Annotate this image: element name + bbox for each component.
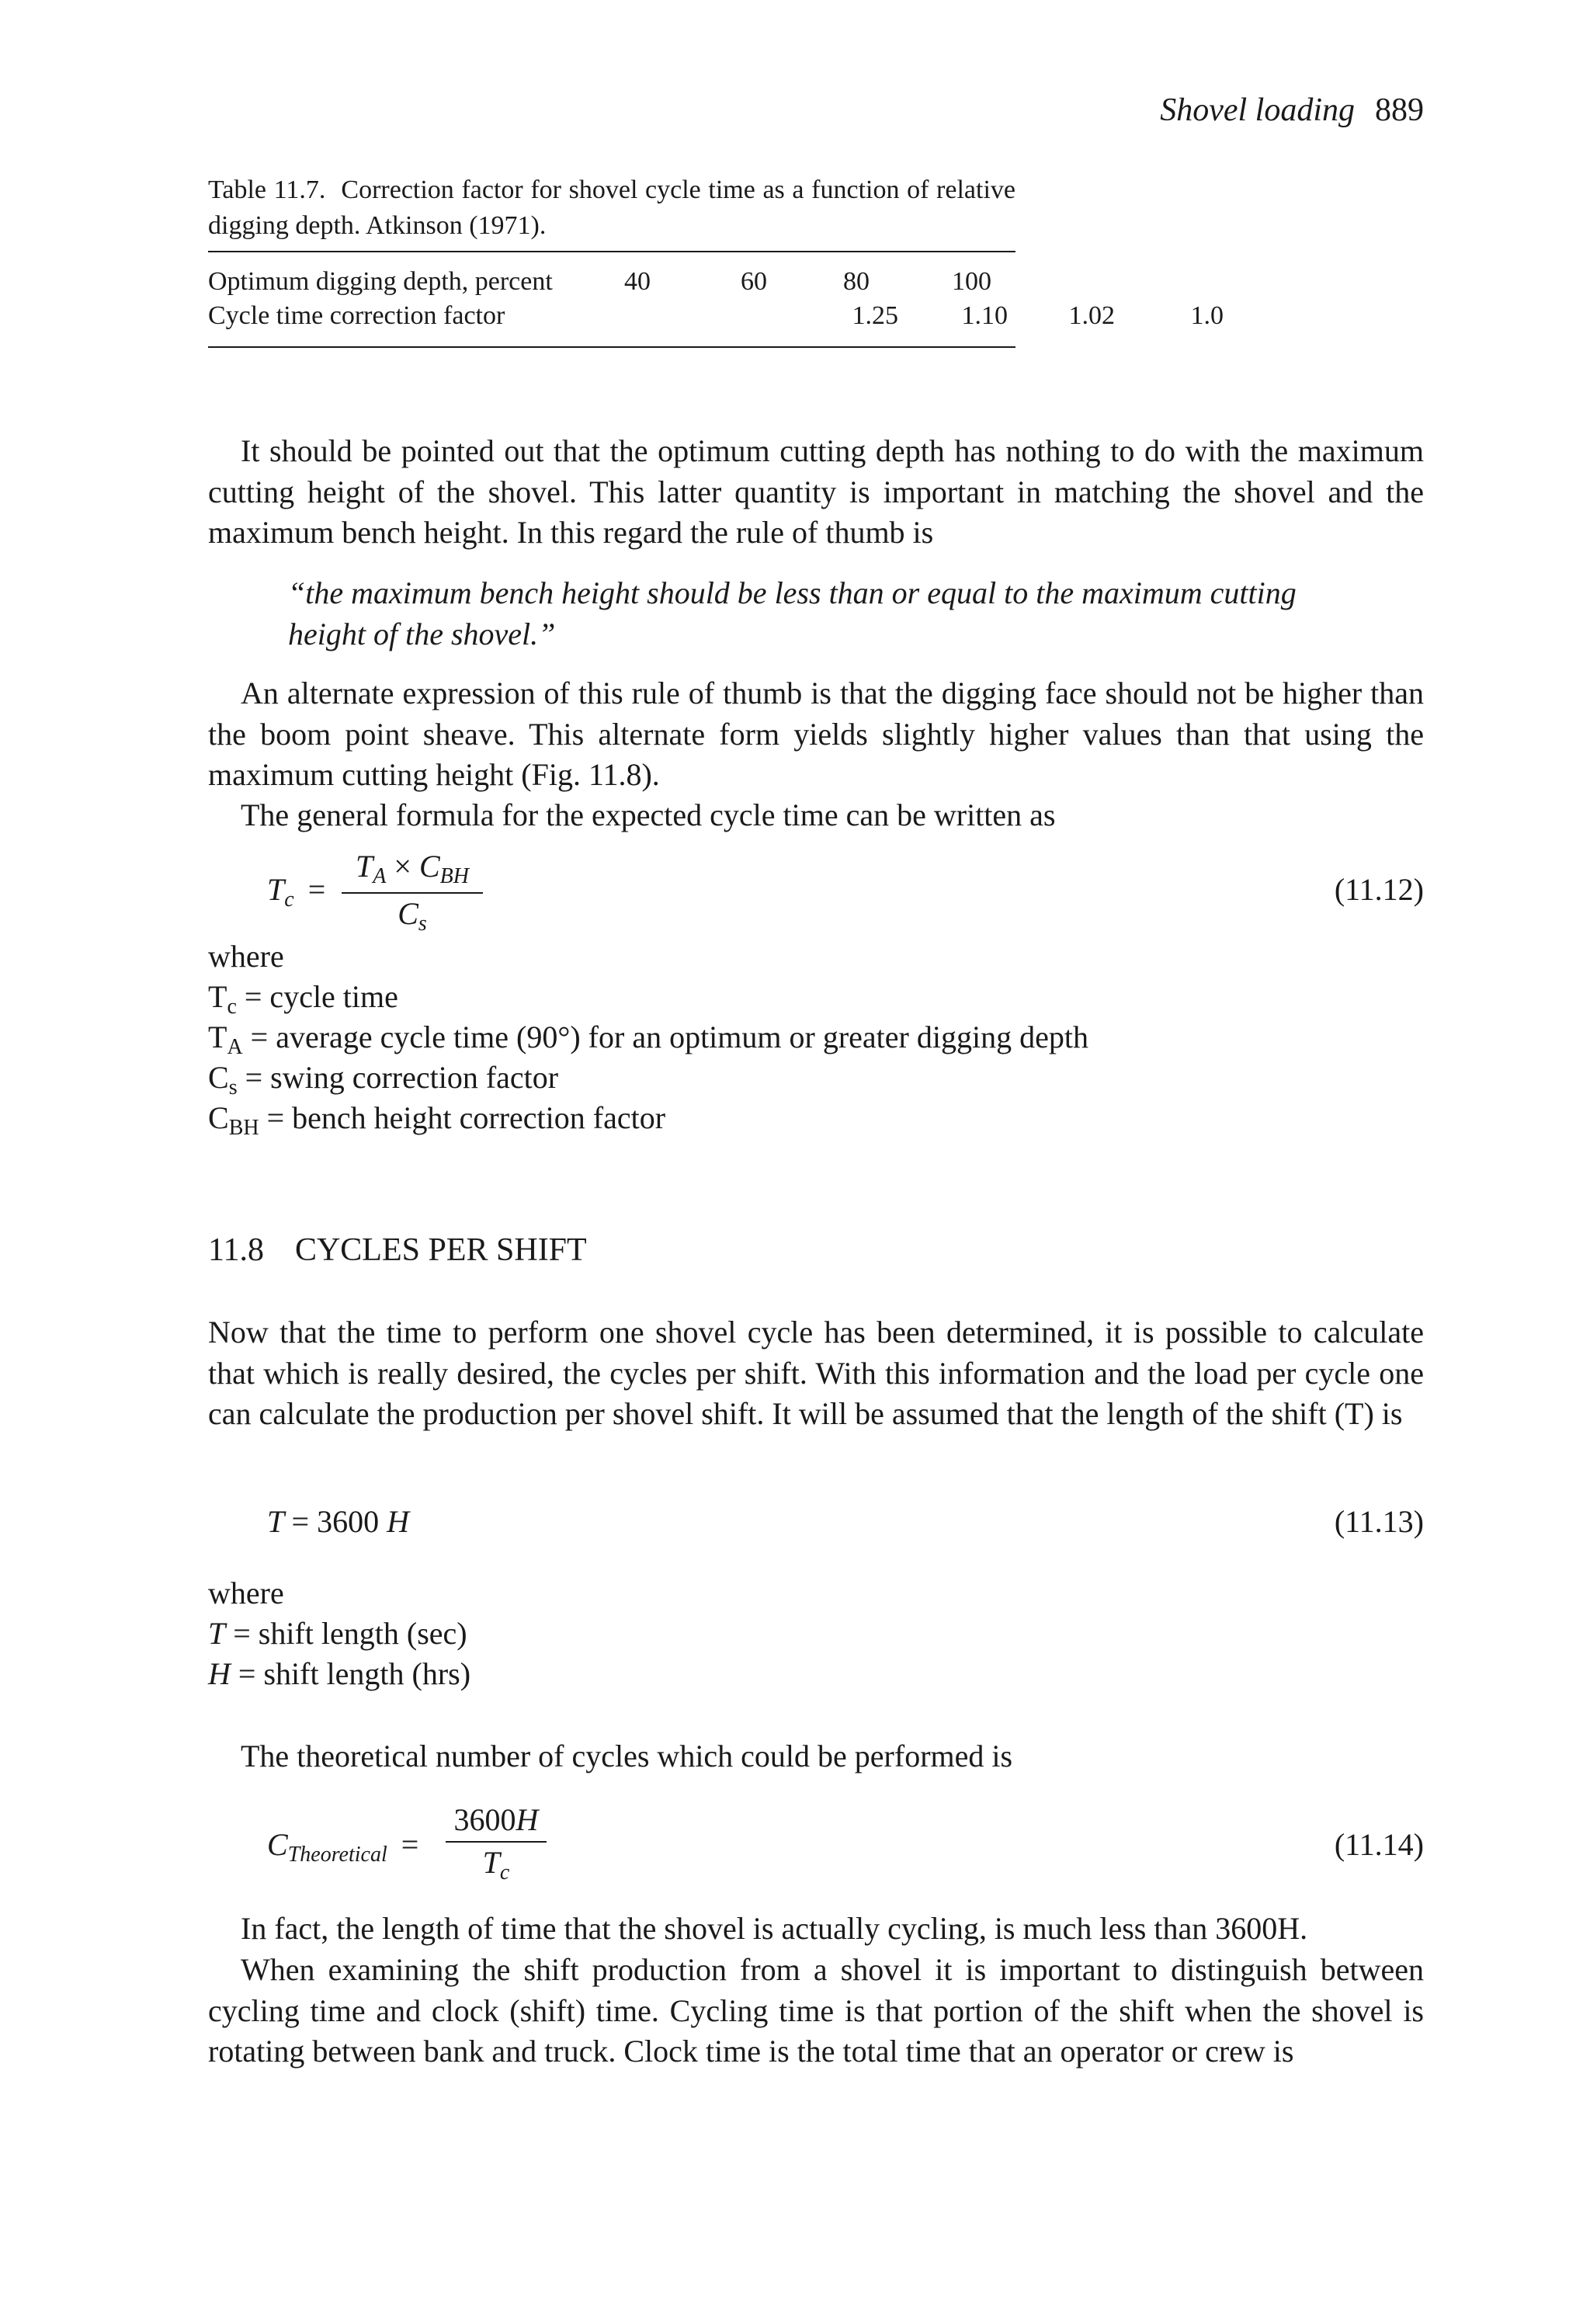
equation-11-14-fraction [446,1801,547,1885]
equation-11-12-fraction [342,848,483,936]
running-head [1160,92,1424,129]
fraction-bar [446,1841,547,1843]
table-row: Optimum digging depth, percent 40 60 80 100 [208,267,991,296]
table-cell: 1.10 [961,301,1008,330]
fraction-bar [342,892,483,894]
quoted-rule-of-thumb: “the maximum bench height should be less than or equal to the maximum cutting height of the shovel.” [288,575,1297,651]
table-caption [208,172,1015,244]
where-label: where [208,1575,284,1610]
equation-number: (11.14) [1334,1827,1424,1862]
fraction-numerator: $T_A \times C_{BH}$ [356,849,469,888]
page-number: 889 [1375,92,1424,128]
paragraph: It should be pointed out that the optimum cutting depth has nothing to do with the maximum cutting height of the shovel. This latter quantity is important in matching the shovel and the maximum bench height. In this regard the rule of thumb is [208,433,1424,550]
definition-line: $C_s$ = swing correction factor [208,1060,559,1099]
table-bottom-rule [208,346,1015,348]
fraction-denominator: $T_c$ [482,1845,510,1885]
equation-11-14-lhs: $C_{Theoretical}$ = [267,1827,419,1867]
running-head-title: Shovel loading [1160,92,1355,128]
paragraph: The theoretical number of cycles which could be performed is [241,1739,1013,1773]
fraction-numerator: 3600H [453,1802,539,1837]
table-row-label: Cycle time correction factor [208,301,505,330]
where-label: where [208,939,284,974]
definition-line: T = shift length (sec) [208,1616,467,1651]
paragraph: When examining the shift production from a shovel it is important to distinguish between cycling time and clock (shift) time. Cycling time is that portion of the shift when the shovel is rotating between bank and truck. Clock time is the total time that an operator or crew is [208,1952,1424,2069]
paragraph: The general formula for the expected cycle time can be written as [241,797,1056,832]
paragraph: In fact, the length of time that the shovel is actually cycling, is much less than 3600H. [241,1911,1308,1946]
table-cell: 1.02 [1068,301,1115,330]
table-row-label: Optimum digging depth, percent [208,267,553,296]
paragraph: An alternate expression of this rule of thumb is that the digging face should not be higher than the boom point sheave. This alternate form yields slightly higher values than that using the maximum cutting height (Fig. 11.8). [208,676,1424,792]
table-cell: 1.0 [1190,301,1224,330]
equation-number: (11.13) [1334,1504,1424,1539]
table-caption-text: Correction factor for shovel cycle time as a function of relative digging depth. Atkinson (1971). [208,175,1015,240]
paragraph: Now that the time to perform one shovel cycle has been determined, it is possible to calculate that which is really desired, the cycles per shift. With this information and the load per cycle one can calculate the production per shovel shift. It will be assumed that the length of the shift (T) is [208,1315,1424,1431]
equation-11-12-lhs: $T_c$ = [267,872,326,912]
definition-line: $T_c$ = cycle time [208,979,398,1019]
equation-11-13: T = 3600 H [267,1504,409,1539]
equation-number: (11.12) [1334,872,1424,907]
definition-line: $T_A$ = average cycle time (90°) for an optimum or greater digging depth [208,1020,1088,1059]
table-row [208,301,1224,335]
table-label: Table 11.7. [208,175,326,204]
definition-line: $C_{BH}$ = bench height correction factor [208,1100,666,1140]
section-heading [208,1231,587,1269]
fraction-denominator: $C_s$ [398,896,427,936]
table-cell: 1.25 [852,301,898,330]
definition-line: H = shift length (hrs) [208,1656,471,1691]
table-top-rule [208,251,1015,252]
section-number: 11.8 [208,1232,264,1268]
section-title: CYCLES PER SHIFT [294,1232,587,1268]
